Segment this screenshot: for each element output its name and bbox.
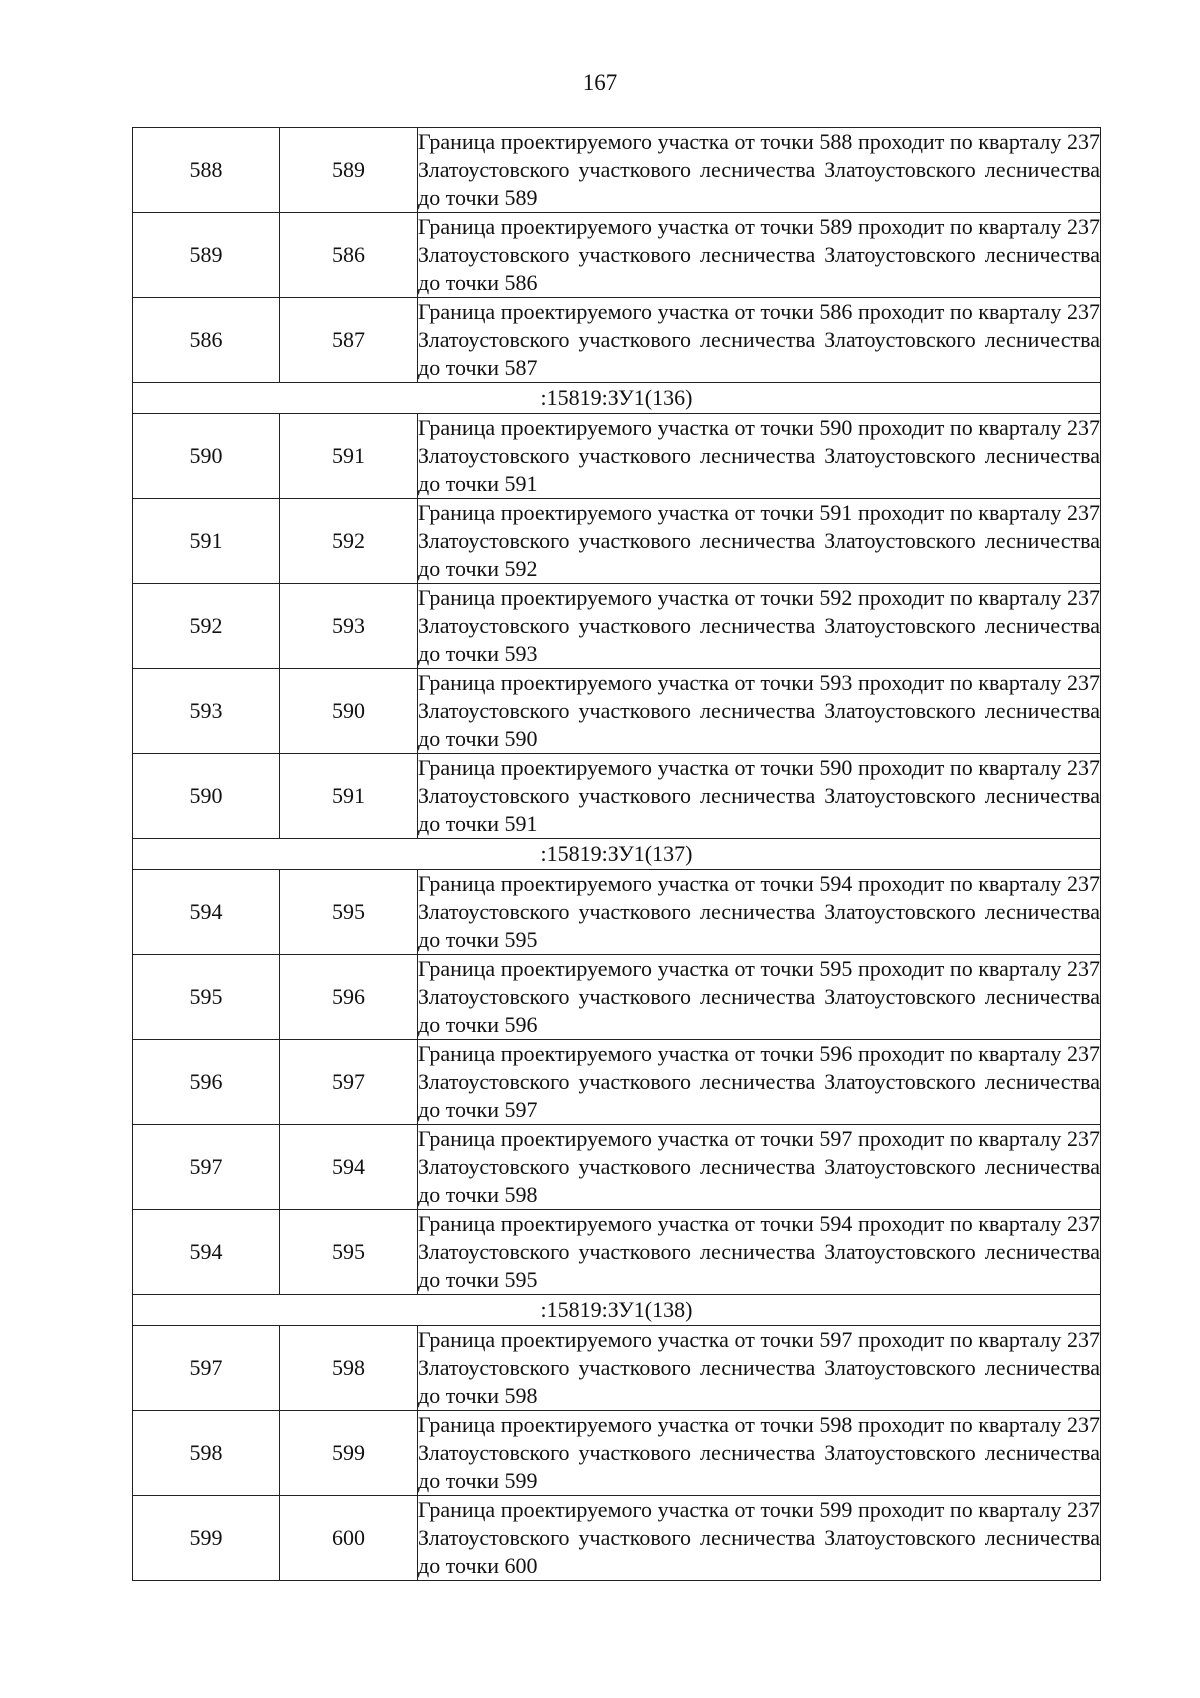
table-row bbox=[133, 584, 1101, 669]
section-header-row bbox=[133, 839, 1101, 870]
description-cell: Граница проектируемого участка от точки 599 проходит по кварталу 237 Златоустовского участкового лесничества Златоустовского лесничества до точки 600 bbox=[418, 1496, 1101, 1581]
description-cell: Граница проектируемого участка от точки 586 проходит по кварталу 237 Златоустовского участкового лесничества Златоустовского лесничества до точки 587 bbox=[418, 298, 1101, 383]
to-point-cell: 595 bbox=[280, 870, 418, 955]
table-row bbox=[133, 1326, 1101, 1411]
description-cell: Граница проектируемого участка от точки 594 проходит по кварталу 237 Златоустовского участкового лесничества Златоустовского лесничества до точки 595 bbox=[418, 870, 1101, 955]
table-row bbox=[133, 955, 1101, 1040]
from-point-cell: 598 bbox=[133, 1411, 280, 1496]
table-row bbox=[133, 1496, 1101, 1581]
to-point-cell: 595 bbox=[280, 1210, 418, 1295]
description-cell: Граница проектируемого участка от точки 595 проходит по кварталу 237 Златоустовского участкового лесничества Златоустовского лесничества до точки 596 bbox=[418, 955, 1101, 1040]
description-cell: Граница проектируемого участка от точки 591 проходит по кварталу 237 Златоустовского участкового лесничества Златоустовского лесничества до точки 592 bbox=[418, 499, 1101, 584]
table-row bbox=[133, 870, 1101, 955]
boundary-table-body bbox=[133, 128, 1101, 1581]
to-point-cell: 592 bbox=[280, 499, 418, 584]
section-header: :15819:ЗУ1(136) bbox=[133, 383, 1101, 414]
to-point-cell: 590 bbox=[280, 669, 418, 754]
table-row bbox=[133, 1411, 1101, 1496]
to-point-cell: 589 bbox=[280, 128, 418, 213]
to-point-cell: 597 bbox=[280, 1040, 418, 1125]
description-cell: Граница проектируемого участка от точки 597 проходит по кварталу 237 Златоустовского участкового лесничества Златоустовского лесничества до точки 598 bbox=[418, 1326, 1101, 1411]
boundary-table bbox=[132, 127, 1101, 1581]
table-row bbox=[133, 298, 1101, 383]
from-point-cell: 590 bbox=[133, 754, 280, 839]
description-cell: Граница проектируемого участка от точки 597 проходит по кварталу 237 Златоустовского участкового лесничества Златоустовского лесничества до точки 598 bbox=[418, 1125, 1101, 1210]
description-cell: Граница проектируемого участка от точки 592 проходит по кварталу 237 Златоустовского участкового лесничества Златоустовского лесничества до точки 593 bbox=[418, 584, 1101, 669]
to-point-cell: 594 bbox=[280, 1125, 418, 1210]
to-point-cell: 586 bbox=[280, 213, 418, 298]
to-point-cell: 596 bbox=[280, 955, 418, 1040]
to-point-cell: 600 bbox=[280, 1496, 418, 1581]
from-point-cell: 592 bbox=[133, 584, 280, 669]
table-row bbox=[133, 213, 1101, 298]
to-point-cell: 593 bbox=[280, 584, 418, 669]
description-cell: Граница проектируемого участка от точки 593 проходит по кварталу 237 Златоустовского участкового лесничества Златоустовского лесничества до точки 590 bbox=[418, 669, 1101, 754]
description-cell: Граница проектируемого участка от точки 588 проходит по кварталу 237 Златоустовского участкового лесничества Златоустовского лесничества до точки 589 bbox=[418, 128, 1101, 213]
section-header-row bbox=[133, 383, 1101, 414]
to-point-cell: 591 bbox=[280, 414, 418, 499]
table-row bbox=[133, 754, 1101, 839]
from-point-cell: 597 bbox=[133, 1125, 280, 1210]
description-cell: Граница проектируемого участка от точки 590 проходит по кварталу 237 Златоустовского участкового лесничества Златоустовского лесничества до точки 591 bbox=[418, 754, 1101, 839]
to-point-cell: 598 bbox=[280, 1326, 418, 1411]
from-point-cell: 599 bbox=[133, 1496, 280, 1581]
from-point-cell: 593 bbox=[133, 669, 280, 754]
from-point-cell: 597 bbox=[133, 1326, 280, 1411]
table-row bbox=[133, 499, 1101, 584]
from-point-cell: 589 bbox=[133, 213, 280, 298]
from-point-cell: 594 bbox=[133, 1210, 280, 1295]
to-point-cell: 591 bbox=[280, 754, 418, 839]
from-point-cell: 588 bbox=[133, 128, 280, 213]
from-point-cell: 596 bbox=[133, 1040, 280, 1125]
section-header-row bbox=[133, 1295, 1101, 1326]
from-point-cell: 591 bbox=[133, 499, 280, 584]
from-point-cell: 594 bbox=[133, 870, 280, 955]
from-point-cell: 586 bbox=[133, 298, 280, 383]
from-point-cell: 590 bbox=[133, 414, 280, 499]
table-row bbox=[133, 669, 1101, 754]
description-cell: Граница проектируемого участка от точки 598 проходит по кварталу 237 Златоустовского участкового лесничества Златоустовского лесничества до точки 599 bbox=[418, 1411, 1101, 1496]
from-point-cell: 595 bbox=[133, 955, 280, 1040]
description-cell: Граница проектируемого участка от точки 590 проходит по кварталу 237 Златоустовского участкового лесничества Златоустовского лесничества до точки 591 bbox=[418, 414, 1101, 499]
to-point-cell: 599 bbox=[280, 1411, 418, 1496]
table-row bbox=[133, 1210, 1101, 1295]
table-row bbox=[133, 1125, 1101, 1210]
page-number: 167 bbox=[582, 70, 618, 95]
to-point-cell: 587 bbox=[280, 298, 418, 383]
table-row bbox=[133, 1040, 1101, 1125]
table-row bbox=[133, 128, 1101, 213]
description-cell: Граница проектируемого участка от точки 596 проходит по кварталу 237 Златоустовского участкового лесничества Златоустовского лесничества до точки 597 bbox=[418, 1040, 1101, 1125]
section-header: :15819:ЗУ1(137) bbox=[133, 839, 1101, 870]
description-cell: Граница проектируемого участка от точки 594 проходит по кварталу 237 Златоустовского участкового лесничества Златоустовского лесничества до точки 595 bbox=[418, 1210, 1101, 1295]
description-cell: Граница проектируемого участка от точки 589 проходит по кварталу 237 Златоустовского участкового лесничества Златоустовского лесничества до точки 586 bbox=[418, 213, 1101, 298]
section-header: :15819:ЗУ1(138) bbox=[133, 1295, 1101, 1326]
table-row bbox=[133, 414, 1101, 499]
